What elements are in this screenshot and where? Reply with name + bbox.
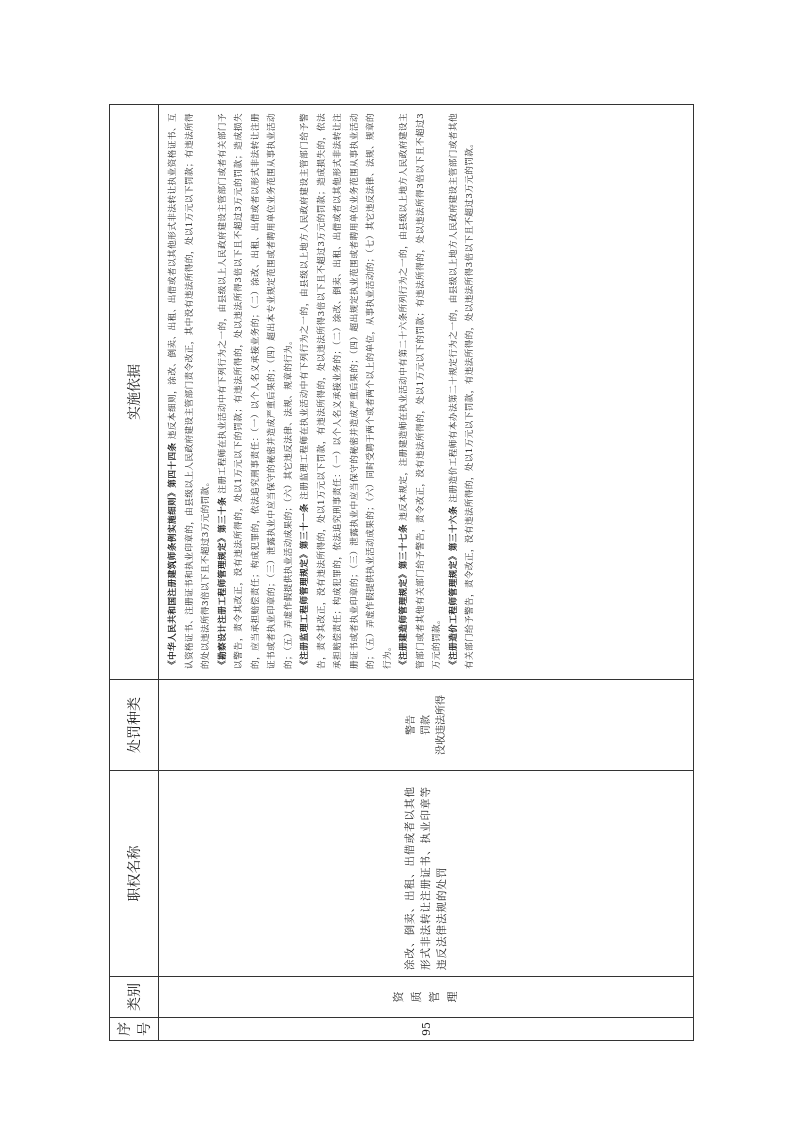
category-char: 理 [446, 991, 459, 1003]
basis-text: 注册造价工程师有本办法第二十规定行为之一的，由县级以上地方人民政府建设主管部门或者其他有关部门给予警告，责令改正，没有违法所得的，处以1万元以下罚款，有违法所得的，处以违法所得3倍以下且不超过3万元的罚款。 [448, 113, 475, 669]
table-row [159, 105, 694, 1041]
basis-law-title: 《注册监理工程师管理规定》 [300, 549, 310, 669]
header-seq: 序号 [110, 1018, 159, 1041]
rotated-table-wrapper [109, 104, 694, 1041]
header-legal-basis: 实施依据 [110, 105, 159, 680]
basis-law-title: 《注册建造师管理规定》 [399, 569, 409, 669]
header-punishment-type: 处罚种类 [110, 680, 159, 771]
row-category [159, 977, 694, 1018]
row-authority-name: 涂改、倒卖、出租、出借或者以其他形式非法转让注册证书、执业印章等违反法律法规的处罚 [159, 771, 694, 977]
header-authority-name: 职权名称 [110, 771, 159, 977]
basis-law-title: 《中华人民共和国注册建筑师条例实施细则》 [168, 487, 178, 669]
basis-article: 第三十六条 [448, 505, 459, 552]
punishment-fine: 罚款 [420, 715, 432, 735]
table-header-row [110, 105, 159, 1041]
category-char: 管 [428, 991, 441, 1003]
basis-paragraph [446, 113, 479, 669]
punishment-warning: 警告 [405, 715, 417, 735]
basis-paragraph [215, 113, 298, 669]
basis-article: 第三十一条 [300, 503, 310, 550]
basis-paragraph [297, 113, 396, 669]
category-char: 资 [392, 991, 405, 1003]
basis-article: 第三十七条 [399, 523, 409, 570]
basis-article: 第四十四条 [168, 442, 178, 488]
header-category: 类别 [110, 977, 159, 1018]
basis-paragraph [165, 113, 215, 669]
row-seq: 95 [159, 1018, 694, 1041]
row-legal-basis [159, 105, 694, 680]
category-char: 质 [410, 991, 423, 1003]
basis-law-title: 《注册造价工程师管理规定》 [448, 551, 459, 669]
basis-paragraph [396, 113, 446, 669]
basis-article: 第三十条 [217, 496, 228, 534]
basis-text: 注册监理工程师在执业活动中有下列行为之一的，由县级以上地方人民政府建设主管部门给予警告，责令其改正，没有违法所得的，处以1万元以下罚款，有违法所得的，处以违法所得3倍以下且不超过3万元的罚款；造成损失的，依法承担赔偿责任；构成犯罪的，依法追究刑事责任：（一）以个人名义承接业务的；（二）涂改、倒卖、出租、出借或者以其他形式非法转让注册证书或者执业印章的；（三）泄露执业中应当保守的秘密并造成严重后果的；（四）超出规定执业范围或者聘用单位业务范围从事执业活动的；（五）弄虚作假提供执业活动成果的；（六）同时受聘于两个或者两个以上的单位，从事执业活动的；（七）其它违反法律、法规、规章的行为。 [300, 113, 393, 669]
basis-text: 违反本规定，注册建造师在执业活动中有第二十六条所列行为之一的，由县级以上地方人民政府建设主管部门或者其他有关部门给予警告，责令改正，没有违法所得的，处以1万元以下的罚款；有违法所得的，处以违法所得3倍以下且不超过3万元的罚款。 [399, 113, 442, 669]
basis-law-title: 《勘察设计注册工程师管理规定》 [217, 533, 228, 669]
row-punishment-types [159, 680, 694, 771]
basis-text: 注册工程师在执业活动中有下列行为之一的，由县级以上人民政府建设主管部门或者有关部门予以警告，责令其改正，没有违法所得的，处以1万元以下的罚款；有违法所得的，处以违法所得3倍以下且不超过3万元的罚款；造成损失的，应当承担赔偿责任；构成犯罪的，依法追究刑事责任：（一）以个人名义承接业务的；（二）涂改、出租、出借或者以形式非法转让注册证书或者执业印章的；（三）泄露执业中应当保守的秘密并造成严重后果的；（四）超出本专业规定范围或者聘用单位业务范围从事执业活动的；（五）弄虚作假提供执业活动成果的；（六）其它违反法律、法规、规章的行为。 [217, 113, 294, 669]
punishment-confiscation: 没收违法所得 [435, 695, 447, 755]
basis-text: 违反本细则，涂改、倒卖、出租、出借或者以其他形式非法转让执业资格证书、互认资格证书、注册证书和执业印章的，由县级以上人民政府建设主管部门责令改正，其中没有违法所得的，处以1万元以下罚款；有违法所得的处以违法所得3倍以下且不超过3万元的罚款。 [168, 113, 211, 669]
authority-table [109, 104, 694, 1041]
